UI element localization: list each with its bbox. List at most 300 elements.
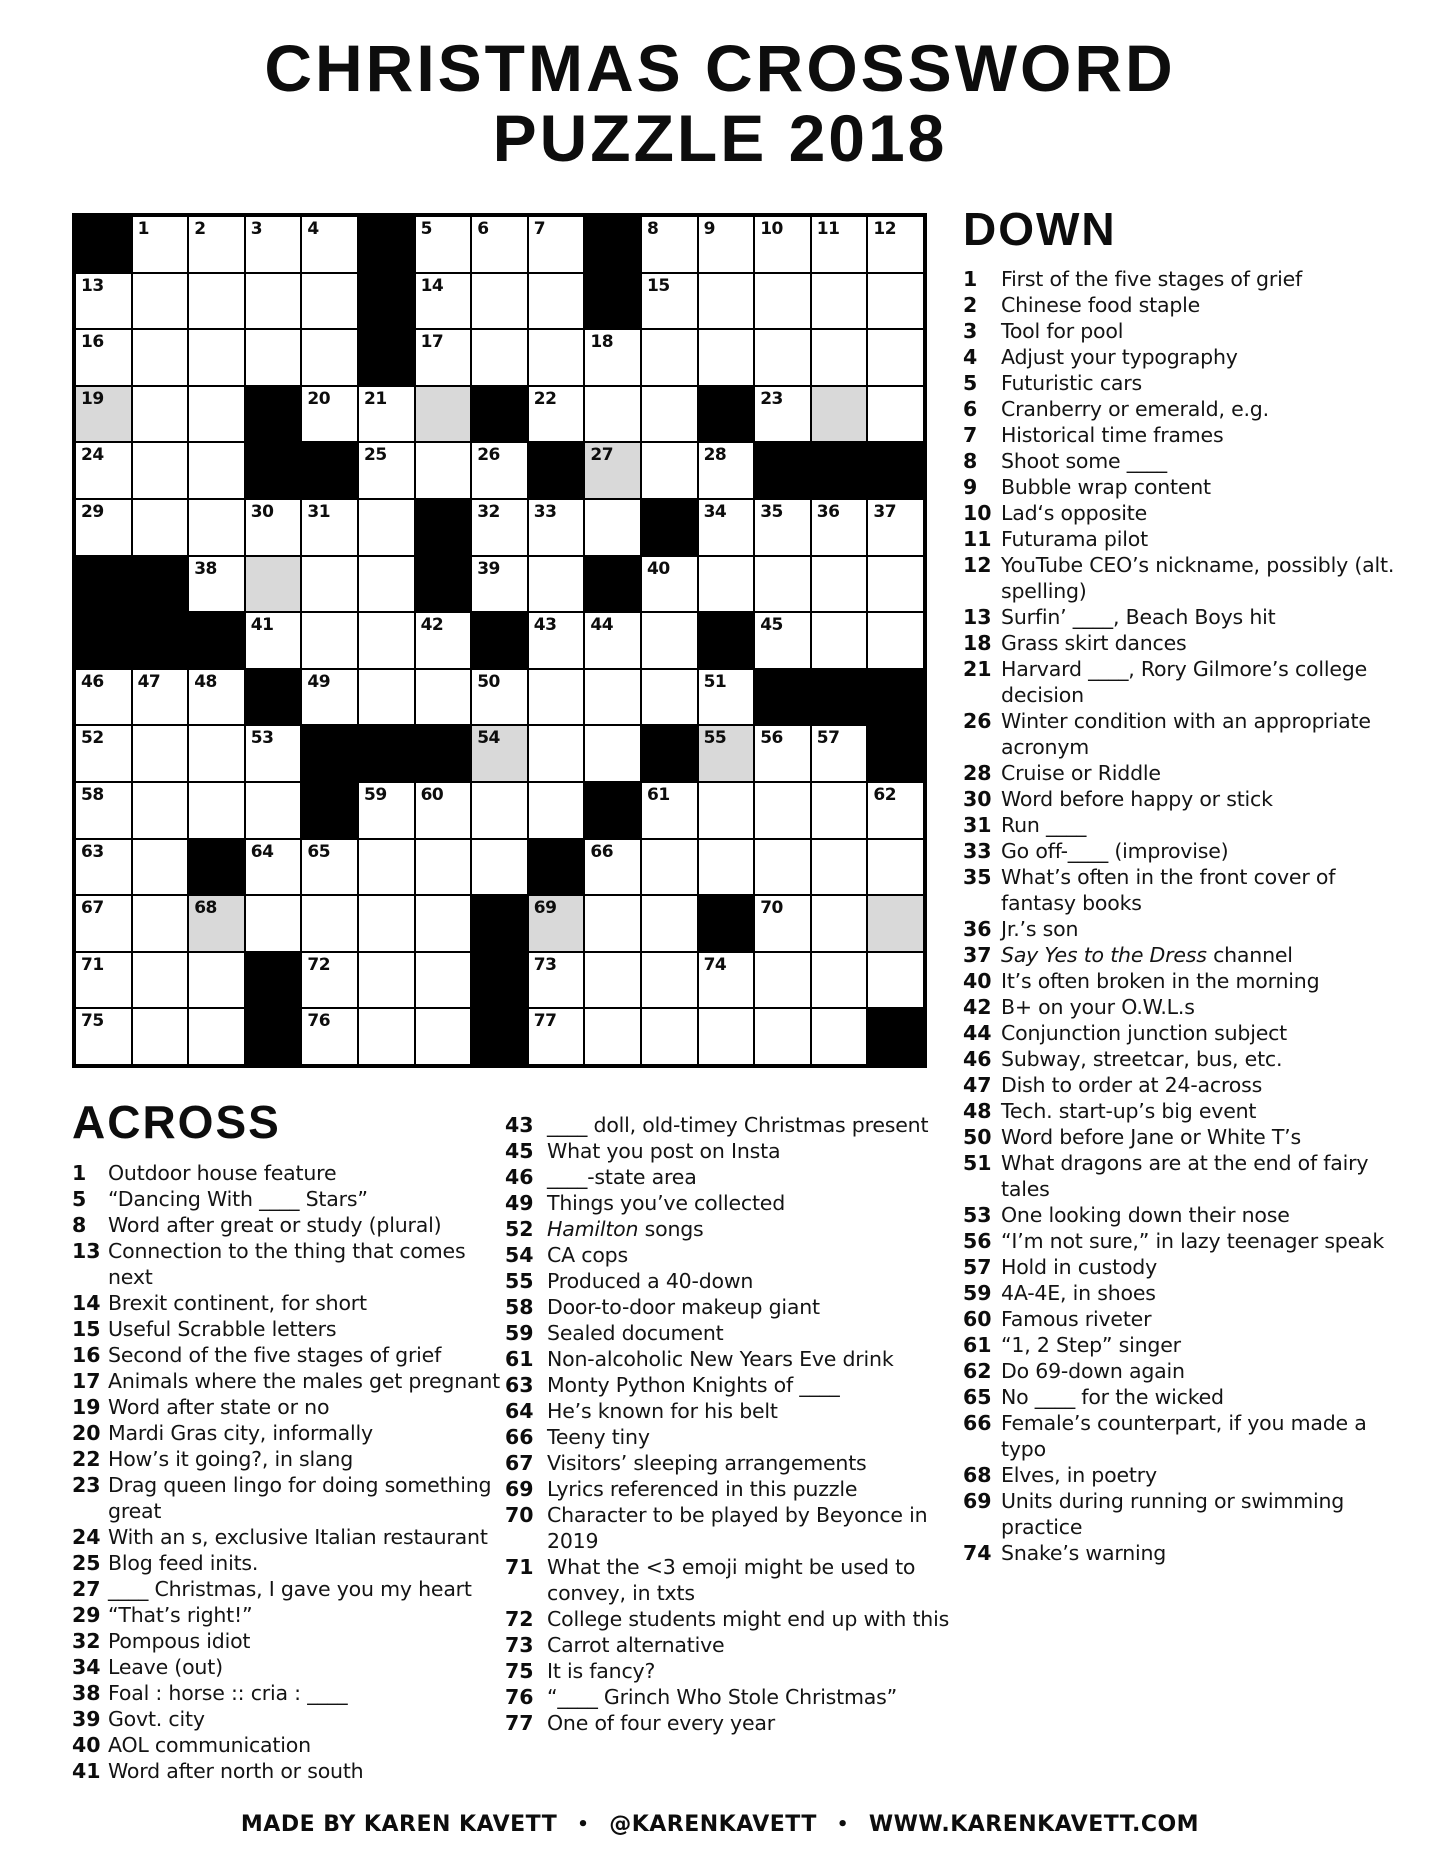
grid-cell (867, 273, 924, 330)
clue-text: Hamilton songs (547, 1217, 704, 1241)
cell-number: 73 (533, 954, 557, 975)
clue-item (963, 1228, 1407, 1254)
clue-number: 33 (963, 839, 992, 863)
grid-cell (867, 386, 924, 443)
clue-item (963, 422, 1407, 448)
cell-number: 16 (81, 332, 104, 353)
down-section (963, 203, 1407, 1566)
cell-number: 18 (590, 332, 614, 353)
clue-item (963, 526, 1407, 552)
clue-item (963, 1280, 1407, 1306)
clue-item (505, 1658, 951, 1684)
cell-number: 58 (81, 784, 104, 805)
grid-cell (358, 442, 415, 499)
grid-cell-black (471, 952, 528, 1009)
clue-number: 39 (72, 1707, 101, 1731)
clue-number: 25 (72, 1551, 101, 1575)
cell-number: 17 (420, 332, 444, 353)
clue-text: Elves, in poetry (1001, 1463, 1157, 1487)
grid-cell-black (584, 216, 641, 273)
clue-number: 45 (505, 1139, 534, 1163)
clue-number: 38 (72, 1681, 101, 1705)
cell-number: 13 (81, 275, 104, 296)
clue-text: Do 69-down again (1001, 1359, 1185, 1383)
clue-item (963, 968, 1407, 994)
clue-number: 77 (505, 1711, 534, 1735)
grid-cell (811, 839, 868, 896)
footer-handle: @KARENKAVETT (609, 1812, 817, 1837)
clue-item (963, 708, 1407, 760)
grid-cell (132, 952, 189, 1009)
clue-item (963, 1072, 1407, 1098)
clue-text: Foal : horse :: cria : ____ (108, 1681, 348, 1705)
grid-cell (584, 386, 641, 443)
footer-author: MADE BY KAREN KAVETT (240, 1812, 558, 1837)
clue-number: 63 (505, 1373, 534, 1397)
cell-number: 71 (81, 954, 104, 975)
grid-cell (301, 669, 358, 726)
clue-text: “Dancing With ____ Stars” (108, 1187, 368, 1211)
grid-cell (245, 782, 302, 839)
clue-number: 20 (72, 1421, 101, 1445)
grid-cell-black (867, 1008, 924, 1065)
clue-text: What the <3 emoji might be used to convey, in txts (547, 1555, 916, 1605)
grid-cell (188, 329, 245, 386)
clue-item (963, 266, 1407, 292)
grid-cell (754, 612, 811, 669)
cell-number: 75 (81, 1011, 104, 1032)
grid-cell-black (641, 499, 698, 556)
grid-cell (811, 782, 868, 839)
clue-number: 6 (963, 397, 978, 421)
cell-number: 2 (194, 219, 206, 239)
grid-cell (698, 952, 755, 1009)
clue-number: 19 (72, 1395, 101, 1419)
clue-number: 68 (963, 1463, 992, 1487)
clue-number: 21 (963, 657, 992, 681)
grid-cell-black (754, 442, 811, 499)
clue-text: Govt. city (108, 1707, 205, 1731)
cell-number: 55 (703, 728, 727, 749)
grid-cell (132, 442, 189, 499)
grid-cell (188, 782, 245, 839)
grid-cell (75, 273, 132, 330)
clue-text: “1, 2 Step” singer (1001, 1333, 1181, 1357)
grid-cell (471, 499, 528, 556)
grid-cell (132, 273, 189, 330)
grid-cell-black (75, 612, 132, 669)
clue-text: No ____ for the wicked (1001, 1385, 1224, 1409)
grid-cell (75, 725, 132, 782)
grid-cell (132, 499, 189, 556)
clue-number: 74 (963, 1541, 992, 1565)
grid-cell (754, 952, 811, 1009)
clue-number: 52 (505, 1217, 534, 1241)
cell-number: 1 (137, 219, 149, 239)
clue-item (963, 1488, 1407, 1540)
clue-text: YouTube CEO’s nickname, possibly (alt. spelling) (1001, 553, 1395, 603)
clue-number: 69 (963, 1489, 992, 1513)
clue-number: 76 (505, 1685, 534, 1709)
clue-item (963, 1124, 1407, 1150)
grid-cell (584, 442, 641, 499)
clue-number: 56 (963, 1229, 992, 1253)
clue-item (505, 1684, 951, 1710)
clue-item (963, 292, 1407, 318)
grid-cell (754, 273, 811, 330)
clue-item (72, 1654, 510, 1680)
clue-number: 31 (963, 813, 992, 837)
clue-item (963, 760, 1407, 786)
clue-number: 17 (72, 1369, 101, 1393)
cell-number: 45 (760, 615, 783, 636)
grid-cell (528, 329, 585, 386)
clue-text: Leave (out) (108, 1655, 223, 1679)
grid-cell (641, 1008, 698, 1065)
clue-item (72, 1472, 510, 1524)
grid-cell (471, 216, 528, 273)
grid-cell (811, 612, 868, 669)
clue-number: 8 (963, 449, 978, 473)
cell-number: 30 (250, 501, 274, 522)
clue-number: 40 (963, 969, 992, 993)
grid-cell-black (358, 725, 415, 782)
cell-number: 6 (477, 219, 489, 239)
grid-cell (641, 329, 698, 386)
clue-number: 16 (72, 1343, 101, 1367)
grid-cell (528, 782, 585, 839)
clue-number: 4 (963, 345, 978, 369)
clue-text: Snake’s warning (1001, 1541, 1167, 1565)
grid-cell (584, 895, 641, 952)
cell-number: 4 (307, 219, 319, 239)
clue-item (72, 1238, 510, 1290)
clue-text: Produced a 40-down (547, 1269, 754, 1293)
clue-number: 57 (963, 1255, 992, 1279)
clue-item (963, 812, 1407, 838)
clue-number: 30 (963, 787, 992, 811)
clue-text: Connection to the thing that comes next (108, 1239, 466, 1289)
clue-item (963, 942, 1407, 968)
cell-number: 25 (363, 445, 387, 466)
grid-cell (188, 273, 245, 330)
clue-item (505, 1138, 951, 1164)
grid-cell (811, 499, 868, 556)
clue-number: 48 (963, 1099, 992, 1123)
grid-cell-black (811, 442, 868, 499)
clue-item (72, 1576, 510, 1602)
cell-number: 38 (194, 558, 217, 579)
clue-item (963, 344, 1407, 370)
clue-number: 59 (963, 1281, 992, 1305)
clue-text: What you post on Insta (547, 1139, 781, 1163)
clue-number: 15 (72, 1317, 101, 1341)
clue-item (963, 1254, 1407, 1280)
clue-number: 22 (72, 1447, 101, 1471)
clue-number: 27 (72, 1577, 101, 1601)
grid-cell (132, 216, 189, 273)
clue-item (505, 1632, 951, 1658)
grid-cell (75, 1008, 132, 1065)
grid-cell (528, 952, 585, 1009)
clue-number: 46 (505, 1165, 534, 1189)
clue-number: 18 (963, 631, 992, 655)
cell-number: 22 (533, 388, 557, 409)
clue-item (963, 630, 1407, 656)
grid-cell (528, 499, 585, 556)
clue-item (505, 1112, 951, 1138)
clue-item (505, 1346, 951, 1372)
clue-item (505, 1710, 951, 1736)
clue-item (505, 1372, 951, 1398)
grid-cell (75, 442, 132, 499)
clue-text: Brexit continent, for short (108, 1291, 367, 1315)
grid-cell (188, 895, 245, 952)
grid-cell (415, 612, 472, 669)
clue-number: 35 (963, 865, 992, 889)
grid-cell (471, 839, 528, 896)
grid-cell (754, 895, 811, 952)
clue-item (505, 1450, 951, 1476)
clue-text: Word after state or no (108, 1395, 330, 1419)
clue-text: How’s it going?, in slang (108, 1447, 354, 1471)
grid-cell-black (584, 556, 641, 613)
clue-text: Teeny tiny (547, 1425, 650, 1449)
cell-number: 47 (137, 671, 161, 692)
grid-cell (584, 725, 641, 782)
grid-cell-black (528, 839, 585, 896)
grid-cell (301, 499, 358, 556)
grid-cell (471, 725, 528, 782)
clue-text: It’s often broken in the morning (1001, 969, 1320, 993)
grid-cell (867, 216, 924, 273)
clue-text: Character to be played by Beyonce in 2019 (547, 1503, 928, 1553)
grid-cell (75, 499, 132, 556)
clue-number: 5 (963, 371, 978, 395)
cell-number: 21 (363, 388, 387, 409)
clue-text: Female’s counterpart, if you made a typo (1001, 1411, 1367, 1461)
clue-item (963, 864, 1407, 916)
clue-text: B+ on your O.W.L.s (1001, 995, 1195, 1019)
grid-cell (301, 386, 358, 443)
clue-item (72, 1732, 510, 1758)
cell-number: 54 (477, 728, 500, 749)
clue-number: 43 (505, 1113, 534, 1137)
grid-cell (188, 386, 245, 443)
grid-cell (641, 273, 698, 330)
grid-cell (75, 669, 132, 726)
grid-cell (698, 782, 755, 839)
cell-number: 57 (816, 728, 840, 749)
grid-cell (358, 612, 415, 669)
grid-cell (641, 612, 698, 669)
grid-cell (301, 612, 358, 669)
clue-item (963, 1410, 1407, 1462)
grid-cell (698, 556, 755, 613)
clue-item (963, 1150, 1407, 1202)
grid-cell-black (301, 782, 358, 839)
cell-number: 10 (760, 219, 783, 239)
grid-cell (132, 329, 189, 386)
grid-cell-black (471, 386, 528, 443)
grid-cell (301, 1008, 358, 1065)
grid-cell (75, 329, 132, 386)
grid-cell-black (75, 556, 132, 613)
footer-website: WWW.KARENKAVETT.COM (868, 1812, 1200, 1837)
grid-cell-black (867, 725, 924, 782)
grid-cell (415, 895, 472, 952)
cell-number: 27 (590, 445, 614, 466)
cell-number: 20 (307, 388, 331, 409)
grid-cell (867, 556, 924, 613)
clue-text: Surfin’ ____, Beach Boys hit (1001, 605, 1276, 629)
cell-number: 67 (81, 898, 104, 919)
grid-cell (188, 499, 245, 556)
clue-number: 54 (505, 1243, 534, 1267)
clue-text: Drag queen lingo for doing something great (108, 1473, 492, 1523)
cell-number: 76 (307, 1011, 331, 1032)
grid-cell (641, 669, 698, 726)
cell-number: 63 (81, 841, 104, 862)
grid-cell (584, 669, 641, 726)
clue-item (72, 1160, 510, 1186)
grid-cell (75, 839, 132, 896)
clue-item (72, 1680, 510, 1706)
clue-text: ____ Christmas, I gave you my heart (108, 1577, 472, 1601)
grid-cell (754, 556, 811, 613)
grid-cell-black (867, 442, 924, 499)
cell-number: 24 (81, 445, 104, 466)
grid-cell (584, 499, 641, 556)
clue-text: Cruise or Riddle (1001, 761, 1161, 785)
clue-text: Shoot some ____ (1001, 449, 1167, 473)
clue-text: Door-to-door makeup giant (547, 1295, 820, 1319)
grid-cell (584, 1008, 641, 1065)
grid-cell-black (811, 669, 868, 726)
clue-number: 72 (505, 1607, 534, 1631)
cell-number: 62 (873, 784, 897, 805)
clue-number: 13 (963, 605, 992, 629)
clue-text: It is fancy? (547, 1659, 656, 1683)
grid-cell (811, 895, 868, 952)
grid-cell (358, 782, 415, 839)
cell-number: 32 (477, 501, 500, 522)
cell-number: 65 (307, 841, 331, 862)
clue-text: Word before Jane or White T’s (1001, 1125, 1301, 1149)
clue-item (963, 396, 1407, 422)
clue-number: 61 (963, 1333, 992, 1357)
cell-number: 48 (194, 671, 217, 692)
cell-number: 23 (760, 388, 783, 409)
grid-cell (867, 952, 924, 1009)
grid-cell (75, 895, 132, 952)
clue-item (963, 500, 1407, 526)
grid-cell (698, 273, 755, 330)
grid-cell (245, 273, 302, 330)
clue-item (72, 1394, 510, 1420)
grid-cell-black (528, 442, 585, 499)
down-clue-list (963, 266, 1407, 1566)
clue-text: Monty Python Knights of ____ (547, 1373, 840, 1397)
clue-text: 4A-4E, in shoes (1001, 1281, 1156, 1305)
grid-cell (698, 216, 755, 273)
clue-item (505, 1164, 951, 1190)
clue-item (72, 1420, 510, 1446)
grid-cell (415, 442, 472, 499)
grid-cell (811, 1008, 868, 1065)
clue-text: Units during running or swimming practice (1001, 1489, 1345, 1539)
grid-cell (415, 273, 472, 330)
grid-cell (698, 1008, 755, 1065)
clue-text: With an s, exclusive Italian restaurant (108, 1525, 488, 1549)
grid-cell (301, 216, 358, 273)
grid-cell (245, 612, 302, 669)
grid-cell-black (415, 556, 472, 613)
grid-cell (245, 839, 302, 896)
grid-cell (754, 499, 811, 556)
clue-item (963, 318, 1407, 344)
clue-number: 13 (72, 1239, 101, 1263)
grid-cell (132, 725, 189, 782)
grid-cell (528, 612, 585, 669)
clue-text: Tool for pool (1001, 319, 1124, 343)
grid-cell (188, 556, 245, 613)
clue-text: Say Yes to the Dress channel (1001, 943, 1293, 967)
cell-number: 19 (81, 388, 104, 409)
grid-cell (301, 273, 358, 330)
clue-item (505, 1502, 951, 1554)
grid-cell (584, 329, 641, 386)
grid-cell (528, 669, 585, 726)
clue-number: 53 (963, 1203, 992, 1227)
clue-number: 34 (72, 1655, 101, 1679)
clue-item (505, 1242, 951, 1268)
clue-item (72, 1446, 510, 1472)
grid-cell (358, 556, 415, 613)
clue-number: 11 (963, 527, 992, 551)
clue-text: What dragons are at the end of fairy tales (1001, 1151, 1369, 1201)
grid-cell (528, 725, 585, 782)
grid-cell (641, 216, 698, 273)
clue-number: 58 (505, 1295, 534, 1319)
grid-cell (528, 556, 585, 613)
grid-cell-black (245, 1008, 302, 1065)
clue-number: 5 (72, 1187, 87, 1211)
clue-item (963, 474, 1407, 500)
clue-number: 12 (963, 553, 992, 577)
down-heading: DOWN (963, 203, 1117, 255)
grid-cell (188, 669, 245, 726)
grid-cell (358, 839, 415, 896)
cell-number: 66 (590, 841, 614, 862)
clue-text: “That’s right!” (108, 1603, 253, 1627)
clue-item (505, 1398, 951, 1424)
cell-number: 3 (250, 219, 263, 239)
clue-item (72, 1758, 510, 1784)
clue-number: 42 (963, 995, 992, 1019)
cell-number: 34 (703, 501, 727, 522)
clue-text: Famous riveter (1001, 1307, 1152, 1331)
grid-cell (358, 499, 415, 556)
footer-bullet-icon: • (577, 1814, 590, 1835)
cell-number: 49 (307, 671, 331, 692)
grid-cell (301, 329, 358, 386)
clue-text: Word after north or south (108, 1759, 364, 1783)
page-title-line2: PUZZLE 2018 (492, 100, 948, 175)
clue-number: 64 (505, 1399, 534, 1423)
grid-cell (75, 386, 132, 443)
grid-cell-black (698, 612, 755, 669)
